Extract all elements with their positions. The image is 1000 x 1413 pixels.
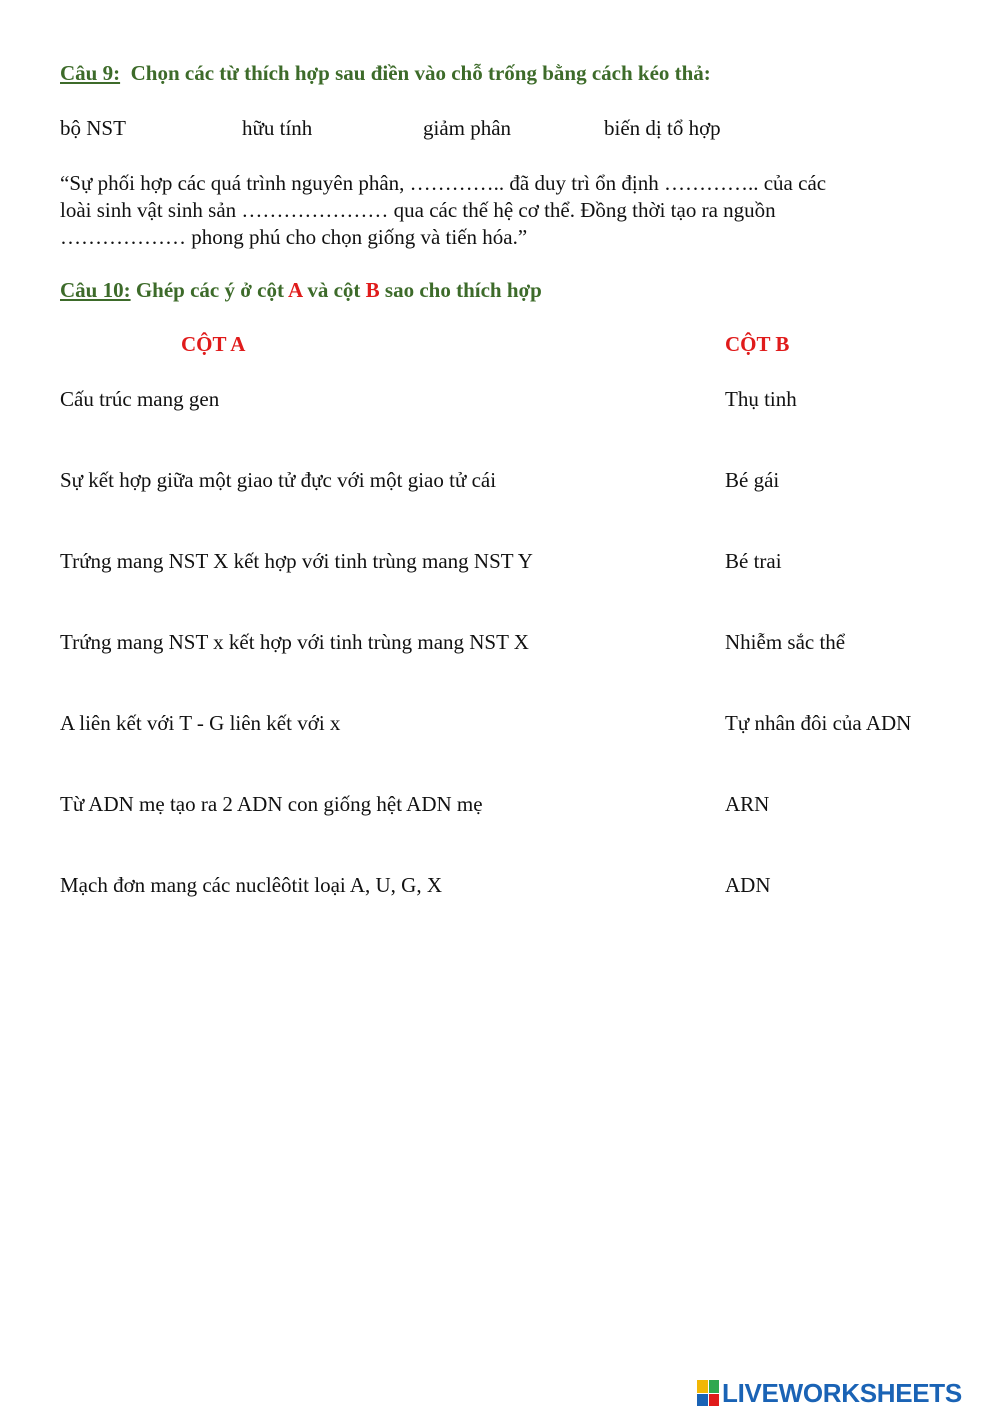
- col-b-item[interactable]: Bé trai: [725, 549, 782, 573]
- col-a-item[interactable]: Mạch đơn mang các nuclêôtit loại A, U, G, X: [60, 873, 443, 897]
- col-b-item[interactable]: Nhiễm sắc thể: [725, 630, 846, 654]
- q9-title: [60, 61, 711, 86]
- q10-instruction-part: Ghép các ý ở cột: [135, 278, 289, 302]
- col-b-item[interactable]: Tự nhân đôi của ADN: [725, 711, 912, 735]
- word-bank-item[interactable]: biến dị tổ hợp: [604, 116, 721, 140]
- col-b-item[interactable]: Thụ tinh: [725, 387, 797, 411]
- col-a-item[interactable]: A liên kết với T - G liên kết với x: [60, 711, 341, 735]
- col-a-item[interactable]: Sự kết hợp giữa một giao tử đực với một giao tử cái: [60, 468, 497, 492]
- q10-instruction-part: và cột: [302, 278, 366, 302]
- word-bank-item[interactable]: hữu tính: [242, 116, 313, 140]
- q10-instruction-col-a: A: [288, 278, 303, 302]
- q9-instruction: Chọn các từ thích hợp sau điền vào chỗ trống bằng cách kéo thả:: [130, 61, 711, 85]
- col-a-item[interactable]: Trứng mang NST x kết hợp với tinh trùng mang NST X: [60, 630, 529, 654]
- col-b-item[interactable]: Bé gái: [725, 468, 780, 492]
- q10-title: [60, 278, 542, 303]
- q10-instruction-part: sao cho thích hợp: [379, 278, 542, 302]
- paragraph-line: loài sinh vật sinh sản ………………… qua các thế hệ cơ thể. Đồng thời tạo ra nguồn: [60, 198, 776, 222]
- col-a-item[interactable]: Trứng mang NST X kết hợp với tinh trùng mang NST Y: [60, 549, 533, 573]
- col-a-header: CỘT A: [181, 332, 246, 356]
- col-b-item[interactable]: ADN: [725, 873, 771, 897]
- liveworksheets-logo: [697, 1378, 962, 1408]
- col-a-item[interactable]: Từ ADN mẹ tạo ra 2 ADN con giống hệt ADN mẹ: [60, 792, 483, 816]
- q10-instruction-col-b: B: [365, 278, 380, 302]
- word-bank-item[interactable]: giảm phân: [423, 116, 512, 140]
- paragraph-line: “Sự phối hợp các quá trình nguyên phân, ………….. đã duy trì ổn định ………….. của các: [60, 171, 827, 195]
- paragraph-line: ……………… phong phú cho chọn giống và tiến hóa.”: [60, 225, 528, 249]
- col-a-item[interactable]: Cấu trúc mang gen: [60, 387, 220, 411]
- liveworksheets-logo-icon: [697, 1380, 719, 1406]
- q10-number: Câu 10:: [60, 278, 131, 302]
- col-b-header: CỘT B: [725, 332, 790, 356]
- q9-paragraph: [60, 170, 940, 251]
- col-b-item[interactable]: ARN: [725, 792, 770, 816]
- logo-text: LIVEWORKSHEETS: [722, 1377, 962, 1408]
- q9-number: Câu 9:: [60, 61, 121, 85]
- word-bank-item[interactable]: bộ NST: [60, 116, 126, 140]
